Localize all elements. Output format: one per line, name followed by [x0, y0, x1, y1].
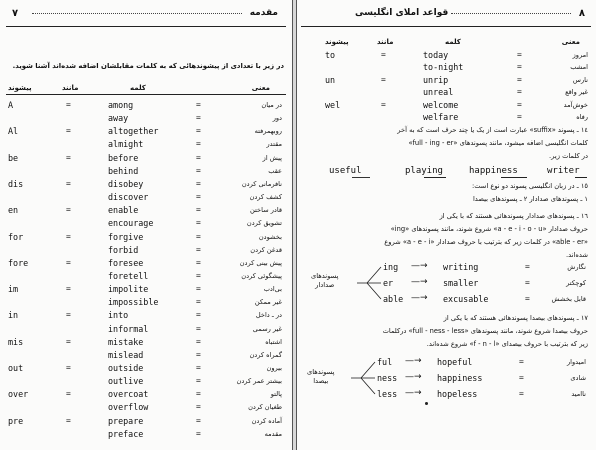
table-rule [6, 94, 286, 95]
arrow-right-icon: —→ [405, 372, 422, 382]
row-word: before [108, 152, 139, 163]
row-eq: = [196, 336, 201, 346]
row-prefix: be [8, 152, 19, 163]
row-meaning: در میان [261, 101, 282, 109]
diagram-word: happiness [437, 373, 483, 383]
row-eq: = [196, 349, 201, 359]
suffix-example: useful [329, 166, 362, 176]
row-prefix: im [8, 284, 19, 295]
row-word: enable [108, 205, 139, 216]
row-word: discover [108, 192, 149, 203]
row-eq: = [381, 50, 386, 59]
header-title: قواعد املای انگلیسی [355, 8, 449, 18]
row-meaning: بیشتر عمر کردن [236, 377, 282, 386]
row-eq: = [66, 284, 71, 294]
suffix-underline [501, 177, 527, 178]
suffix-underline [575, 177, 587, 178]
row-prefix: dis [8, 178, 24, 189]
row-eq: = [66, 205, 71, 215]
suffix-example: happiness [469, 166, 518, 176]
header-dots [32, 13, 242, 14]
para-16-line-1: ١٦ ـ پسوندهای صدادار پسوندهائی هستند که با یکی از [439, 212, 588, 220]
row-word: overflow [108, 402, 149, 413]
row-eq: = [196, 428, 201, 438]
row-word: outside [108, 363, 144, 373]
row-meaning: دور [272, 114, 282, 123]
row-meaning: غیر ممکن [254, 298, 282, 307]
row-word: impossible [108, 297, 159, 308]
row-word: forbid [108, 244, 139, 255]
diagram-eq: = [519, 373, 524, 382]
row-meaning: در ـ داخل [255, 311, 282, 320]
row-meaning: غیر رسمی [252, 324, 282, 333]
row-eq: = [196, 402, 201, 412]
row-word: overcoat [108, 389, 149, 400]
diagram-word: hopeless [437, 389, 478, 399]
row-meaning: بیرون [266, 364, 282, 372]
page-header [6, 8, 286, 22]
row-meaning: خوش‌آمد [563, 100, 588, 109]
row-word: informal [108, 323, 149, 334]
row-word: preface [108, 428, 144, 439]
row-word: among [108, 100, 134, 110]
row-eq: = [196, 205, 201, 215]
diagram-eq: = [525, 262, 530, 271]
row-word: encourage [108, 218, 154, 229]
row-meaning: نارس [572, 75, 588, 84]
row-word: mistake [108, 336, 144, 347]
row-eq: = [196, 415, 201, 425]
row-eq: = [196, 152, 201, 162]
diagram-meaning: ناامید [571, 390, 586, 398]
row-eq: = [66, 126, 71, 136]
row-eq: = [196, 270, 201, 280]
diagram-eq: = [519, 389, 524, 398]
row-eq: = [66, 100, 71, 109]
suffix-example: writer [547, 166, 580, 176]
row-eq: = [196, 218, 201, 228]
row-meaning: گمراه کردن [249, 350, 282, 359]
diagram-eq: = [525, 294, 530, 303]
row-word: prepare [108, 415, 144, 426]
row-eq: = [196, 139, 201, 149]
page-header [301, 8, 591, 22]
row-prefix: wel [325, 99, 341, 110]
diagram-suffix: ful [377, 357, 393, 367]
intro-text: در زیر با تعدادی از پیشوندهائی که به کلمات مقابلشان اضافه شده‌اند آشنا شوید. [12, 62, 284, 70]
para-16-line-2: حروف صدادار «a - e - i - o - u» شروع شوند، مانند پسوندهای «ing» [390, 225, 588, 233]
row-word: almight [108, 139, 144, 150]
row-eq: = [381, 74, 386, 84]
row-prefix: out [8, 363, 24, 373]
para-17-line-2: حروف بیصدا شروع شوند، مانند پسوندهای «full - ness - less» درکلمات [382, 327, 588, 335]
row-word: welcome [423, 99, 459, 110]
diagram-eq: = [519, 357, 524, 366]
diagram-meaning: امیدوار [566, 358, 586, 366]
header-title: مقدمه [249, 8, 278, 18]
row-eq: = [196, 244, 201, 254]
row-eq: = [196, 284, 201, 294]
row-eq: = [196, 192, 201, 202]
row-prefix: for [8, 231, 24, 242]
row-word: mislead [108, 349, 144, 360]
row-eq: = [66, 389, 71, 399]
diagram-meaning: شادی [570, 374, 586, 382]
row-meaning: بی‌ادب [263, 285, 282, 294]
row-eq: = [196, 363, 201, 372]
col-word: کلمه [130, 84, 146, 92]
row-eq: = [66, 178, 71, 188]
para-16-line-3: «able - er» در کلمات زیر که بترتیب با حروف صدادار «a - e - i» شروع [384, 238, 588, 246]
row-eq: = [517, 74, 522, 84]
row-word: foretell [108, 270, 149, 281]
row-eq: = [517, 112, 522, 121]
diagram-word: excusable [443, 294, 489, 304]
left-page [0, 0, 292, 450]
col-meaning: معنی [251, 84, 270, 92]
row-eq: = [517, 87, 522, 97]
row-meaning: پیش از [262, 153, 282, 162]
row-meaning: غیر واقع [565, 88, 588, 97]
row-word: altogether [108, 126, 159, 137]
diagram-suffix: ing [383, 262, 399, 272]
row-eq: = [196, 231, 201, 241]
diagram-meaning: قابل بخشش [551, 295, 586, 303]
suffix-example: playing [405, 166, 443, 176]
col-like: مانند [377, 38, 394, 46]
row-eq: = [196, 113, 201, 123]
page-number: ٧ [12, 8, 19, 19]
row-eq: = [66, 257, 71, 267]
row-word: impolite [108, 284, 149, 295]
arrow-right-icon: —→ [405, 356, 422, 366]
row-meaning: مقتدر [266, 140, 282, 149]
header-dots [451, 13, 571, 14]
row-eq: = [196, 257, 201, 267]
row-word: foresee [108, 257, 144, 268]
row-eq: = [66, 310, 71, 320]
row-prefix: over [8, 389, 29, 400]
row-prefix: Al [8, 126, 19, 137]
row-eq: = [66, 152, 71, 162]
diagram-meaning: نگارش [567, 263, 586, 271]
right-page [297, 0, 596, 450]
voiced-suffix-label: پسوندهای صدادار [311, 272, 339, 289]
para-15-line-2: ١ ـ پسوندهای صدادار ٢ ـ پسوندهای بیصدا [472, 195, 588, 203]
para-16-line-4: شده‌اند. [566, 251, 588, 259]
row-eq: = [381, 99, 386, 109]
header-rule [6, 26, 286, 27]
arrow-right-icon: —→ [411, 277, 428, 287]
diagram-suffix: able [383, 294, 404, 304]
diagram-word: writing [443, 262, 479, 272]
row-prefix: mis [8, 336, 24, 347]
para-14-line-3: در کلمات زیر. [549, 152, 588, 160]
row-meaning: پیش بینی کردن [239, 258, 282, 267]
row-eq: = [196, 323, 201, 333]
row-prefix: pre [8, 415, 24, 426]
para-17-line-1: ١٧ ـ پسوندهای بیصدا پسوندهائی هستند که با یکی از [443, 314, 588, 322]
suffix-underline [424, 177, 446, 178]
para-17-line-3: زیر که بترتیب با حروف بیصدای «f - n - l» شروع شده‌اند. [426, 340, 588, 348]
row-prefix: fore [8, 257, 29, 268]
diagram-word: hopeful [437, 357, 473, 367]
row-eq: = [66, 336, 71, 346]
row-word: away [108, 113, 129, 124]
row-word: welfare [423, 112, 459, 122]
row-meaning: آماده کردن [251, 416, 282, 425]
diagram-suffix: less [377, 389, 398, 399]
row-eq: = [196, 310, 201, 320]
row-word: unreal [423, 87, 454, 98]
row-word: unrip [423, 74, 449, 85]
arrow-right-icon: —→ [405, 388, 422, 398]
row-meaning: قدغن کردن [250, 245, 282, 254]
row-meaning: نافرمانی کردن [241, 179, 282, 188]
row-meaning: بخشودن [258, 232, 282, 241]
voiceless-suffix-label: پسوندهای بیصدا [307, 368, 335, 385]
diagram-suffix: er [383, 278, 394, 288]
row-meaning: پیشگوئی کردن [241, 271, 282, 280]
col-like: مانند [62, 84, 79, 92]
row-prefix: un [325, 74, 336, 85]
row-meaning: کشف کردن [249, 193, 282, 202]
row-meaning: پالتو [270, 390, 282, 399]
diagram-word: smaller [443, 278, 479, 288]
row-meaning: عقب [268, 166, 282, 175]
header-rule [301, 26, 591, 27]
row-meaning: روبهمرفته [254, 127, 282, 136]
diagram-meaning: کوچکتر [566, 279, 586, 287]
row-meaning: تشویق کردن [246, 219, 282, 228]
row-eq: = [196, 297, 201, 307]
row-meaning: قادر ساختن [250, 206, 282, 215]
para-14-line-2: کلمات انگلیسی اضافه میشود، مانند پسوندهای «full - ing - er» [408, 139, 588, 147]
row-word: disobey [108, 178, 144, 189]
row-eq: = [66, 363, 71, 372]
ink-dot [425, 402, 428, 405]
col-prefix: پیشوند [8, 84, 32, 92]
row-eq: = [196, 389, 201, 399]
para-15-line-1: ١٥ ـ در زبان انگلیسی پسوند دو نوع است: [471, 182, 588, 190]
row-word: into [108, 310, 129, 321]
para-14-line-1: ١٤ ـ پسوند «suffix» عبارت است از یک یا چند حرف است که به آخر [397, 126, 588, 134]
row-eq: = [196, 126, 201, 136]
row-meaning: مقدمه [264, 429, 282, 438]
suffix-underline [352, 177, 370, 178]
row-eq: = [517, 99, 522, 109]
diagram-suffix: ness [377, 373, 398, 383]
row-eq: = [66, 415, 71, 425]
col-prefix: پیشوند [325, 38, 349, 46]
row-eq: = [517, 50, 522, 59]
row-prefix: in [8, 310, 19, 321]
diagram-eq: = [525, 278, 530, 287]
row-eq: = [196, 100, 201, 109]
row-meaning: امروز [572, 51, 588, 59]
col-word: کلمه [445, 38, 461, 46]
page-number: ٨ [578, 8, 585, 19]
row-meaning: طغیان کردن [248, 403, 282, 412]
row-word: behind [108, 165, 139, 176]
row-eq: = [196, 178, 201, 188]
row-word: forgive [108, 231, 144, 242]
row-word: today [423, 50, 449, 60]
row-prefix: A [8, 100, 14, 110]
row-eq: = [517, 62, 522, 72]
row-meaning: رفاه [576, 113, 588, 121]
row-meaning: امشب [570, 63, 588, 72]
col-meaning: معنی [561, 38, 580, 46]
row-prefix: to [325, 50, 336, 60]
row-eq: = [196, 165, 201, 175]
row-prefix: en [8, 205, 19, 216]
row-meaning: اشتباه [265, 337, 282, 346]
row-word: to-night [423, 62, 464, 73]
arrow-right-icon: —→ [411, 261, 428, 271]
row-word: outlive [108, 376, 144, 387]
arrow-right-icon: —→ [411, 293, 428, 303]
row-eq: = [196, 376, 201, 386]
row-eq: = [66, 231, 71, 241]
